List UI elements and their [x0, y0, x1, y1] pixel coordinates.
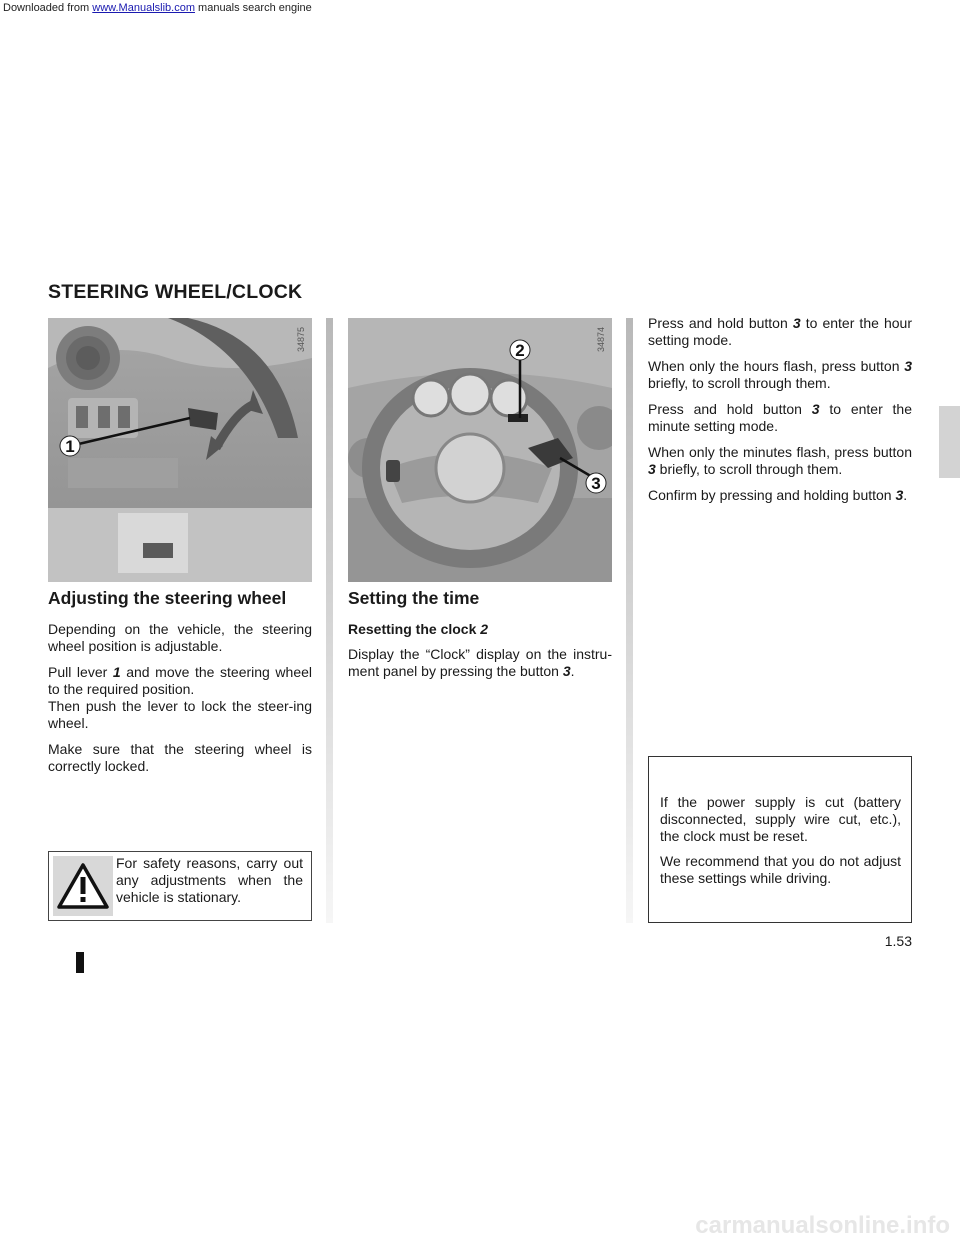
chapter-tab	[939, 406, 960, 478]
right-step-5: Confirm by pressing and holding button 3.	[648, 487, 908, 503]
banner-suffix: manuals search engine	[194, 2, 312, 14]
setting-time-heading: Setting the time	[348, 588, 480, 608]
callout-2: 2	[515, 341, 525, 360]
middle-para-1: Display the “Clock” display on the instru-ment panel by pressing the button 3.	[348, 646, 612, 679]
page-title: STEERING WHEEL/CLOCK	[48, 281, 303, 303]
right-step-3: Press and hold button 3 to enter the minute setting mode.	[648, 401, 912, 434]
warning-text: For safety reasons, carry out any adjustments when the vehicle is stationary.	[116, 855, 303, 905]
page-corner-mark	[76, 952, 84, 973]
callout-1: 1	[65, 437, 75, 456]
info-para-2: We recommend that you do not adjust these settings while driving.	[660, 853, 901, 886]
callout-3: 3	[591, 474, 601, 493]
column-divider-right	[626, 318, 633, 923]
carmanualsonline-watermark: carmanualsonline.info	[695, 1212, 950, 1239]
right-step-2: When only the hours flash, press button 3 briefly, to scroll through them.	[648, 358, 912, 391]
adjusting-heading: Adjusting the steering wheel	[48, 588, 287, 608]
column-divider-left	[326, 318, 333, 923]
middle-column	[348, 588, 612, 689]
left-para-1: Depending on the vehicle, the steering wheel position is adjustable.	[48, 621, 312, 654]
resetting-clock-subheading: Resetting the clock 2	[348, 621, 489, 637]
steering-adjust-photo	[48, 318, 312, 582]
left-para-2: Pull lever 1 and move the steering wheel to the required position. Then push the lever to lock the steer-ing wheel.	[48, 664, 313, 731]
right-column	[648, 315, 912, 513]
right-step-1: Press and hold button 3 to enter the hour setting mode.	[648, 315, 912, 348]
left-photo-ref-code: 34875	[296, 326, 306, 352]
middle-photo-ref-code: 34874	[596, 326, 606, 352]
power-supply-info-box	[648, 756, 912, 923]
right-step-4: When only the minutes flash, press button 3 briefly, to scroll through them.	[648, 444, 912, 477]
left-para-3: Make sure that the steering wheel is correctly locked.	[48, 741, 312, 774]
steering-wheel-photo	[348, 318, 612, 582]
safety-warning-box	[48, 851, 312, 921]
banner-prefix: Downloaded from	[3, 2, 93, 14]
warning-triangle-icon	[53, 856, 113, 916]
info-para-1: If the power supply is cut (battery disconnected, supply wire cut, etc.), the clock must be reset.	[660, 794, 901, 844]
left-column	[48, 588, 312, 784]
download-banner	[0, 0, 315, 16]
page-number: 1.53	[884, 933, 912, 949]
manualslib-link[interactable]: www.Manualslib.com	[92, 2, 195, 14]
